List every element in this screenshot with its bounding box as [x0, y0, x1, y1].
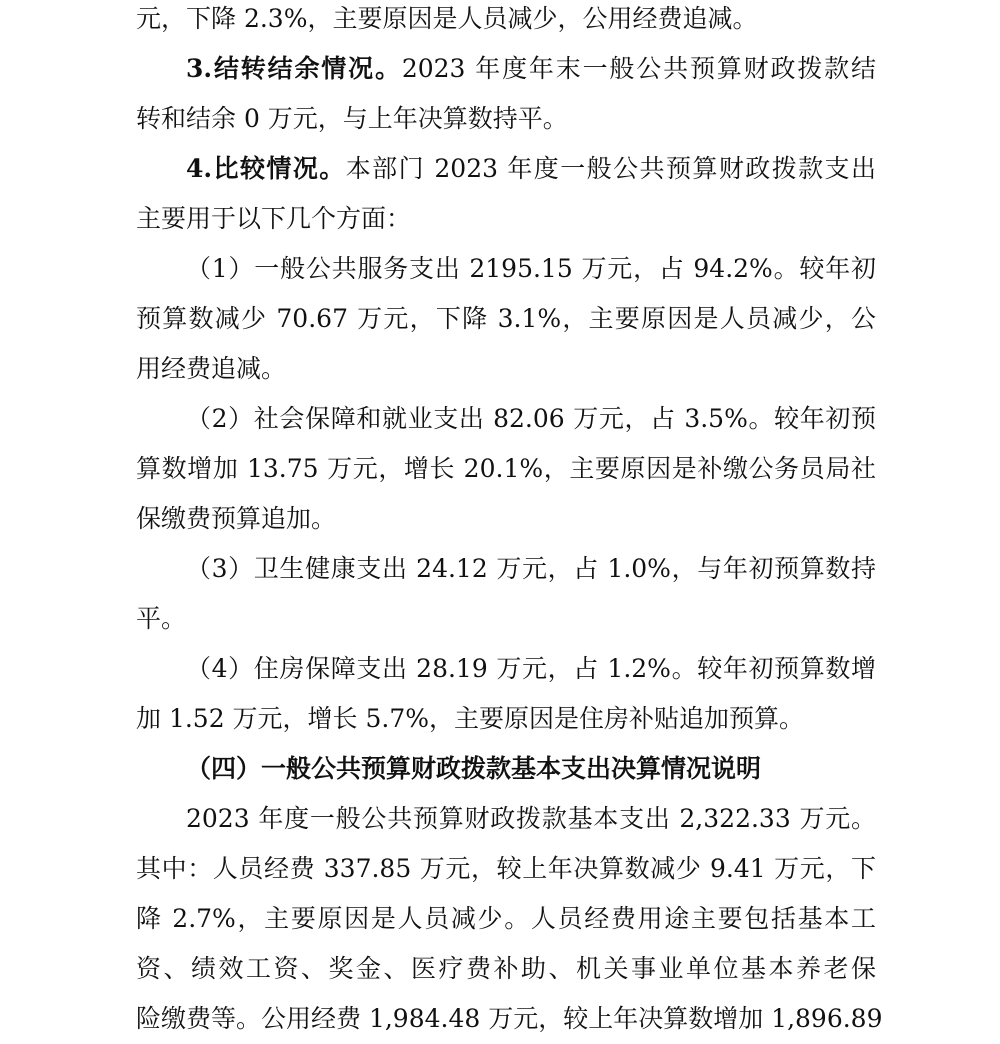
list-item-2 [186, 404, 876, 434]
section-heading-text: （四）一般公共预算财政拨款基本支出决算情况说明 [186, 754, 762, 783]
line-text: （2）社会保障和就业支出 82.06 万元，占 3.5%。较年初预 [186, 404, 876, 433]
line-text: 转和结余 0 万元，与上年决算数持平。 [136, 104, 568, 133]
line-text: 本部门 2023 年度一般公共预算财政拨款支出 [345, 154, 876, 183]
subheading-line-comparison [186, 154, 876, 184]
line-text: 主要用于以下几个方面： [136, 204, 412, 233]
list-item-1 [186, 254, 876, 284]
section-heading [186, 754, 761, 784]
subheading-comparison: 4.比较情况。 [186, 154, 346, 183]
line-text: 用经费追减。 [136, 354, 287, 383]
line-text: 资、绩效工资、奖金、医疗费补助、机关事业单位基本养老保 [136, 954, 876, 983]
line-text: 其中：人员经费 337.85 万元，较上年决算数减少 9.41 万元，下 [136, 854, 876, 883]
paragraph-line [136, 604, 186, 634]
paragraph-line [136, 304, 876, 334]
line-text: 保缴费预算追加。 [136, 504, 337, 533]
paragraph-line [136, 454, 876, 484]
paragraph-line [136, 904, 876, 934]
line-text: 平。 [136, 604, 187, 633]
paragraph-line [136, 704, 804, 734]
paragraph-line [136, 1004, 883, 1034]
line-text: 2023 年度一般公共预算财政拨款基本支出 2,322.33 万元。 [186, 804, 876, 833]
line-text: 预算数减少 70.67 万元，下降 3.1%，主要原因是人员减少，公 [136, 304, 876, 333]
paragraph-line [136, 854, 876, 884]
paragraph-line [186, 804, 876, 834]
subheading-line-carryover [186, 54, 876, 84]
line-text: 降 2.7%，主要原因是人员减少。人员经费用途主要包括基本工 [136, 904, 876, 933]
line-text: （3）卫生健康支出 24.12 万元，占 1.0%，与年初预算数持 [186, 554, 876, 583]
line-text: 险缴费等。公用经费 1,984.48 万元，较上年决算数增加 1,896.89 [136, 1004, 883, 1033]
line-text: （1）一般公共服务支出 2195.15 万元，占 94.2%。较年初 [186, 254, 876, 283]
line-text: 加 1.52 万元，增长 5.7%，主要原因是住房补贴追加预算。 [136, 704, 805, 733]
line-text: 算数增加 13.75 万元，增长 20.1%，主要原因是补缴公务员局社 [136, 454, 876, 483]
subheading-carryover: 3.结转结余情况。 [186, 54, 402, 83]
list-item-4 [186, 654, 876, 684]
paragraph-line [136, 204, 411, 234]
paragraph-line [136, 354, 286, 384]
paragraph-line [136, 504, 336, 534]
list-item-3 [186, 554, 876, 584]
paragraph-line [136, 4, 757, 34]
paragraph-line [136, 954, 876, 984]
line-text: 2023 年度年末一般公共预算财政拨款结 [401, 54, 876, 83]
line-text: 元，下降 2.3%，主要原因是人员减少，公用经费追减。 [136, 4, 758, 33]
paragraph-line [136, 104, 568, 134]
line-text: （4）住房保障支出 28.19 万元，占 1.2%。较年初预算数增 [186, 654, 876, 683]
